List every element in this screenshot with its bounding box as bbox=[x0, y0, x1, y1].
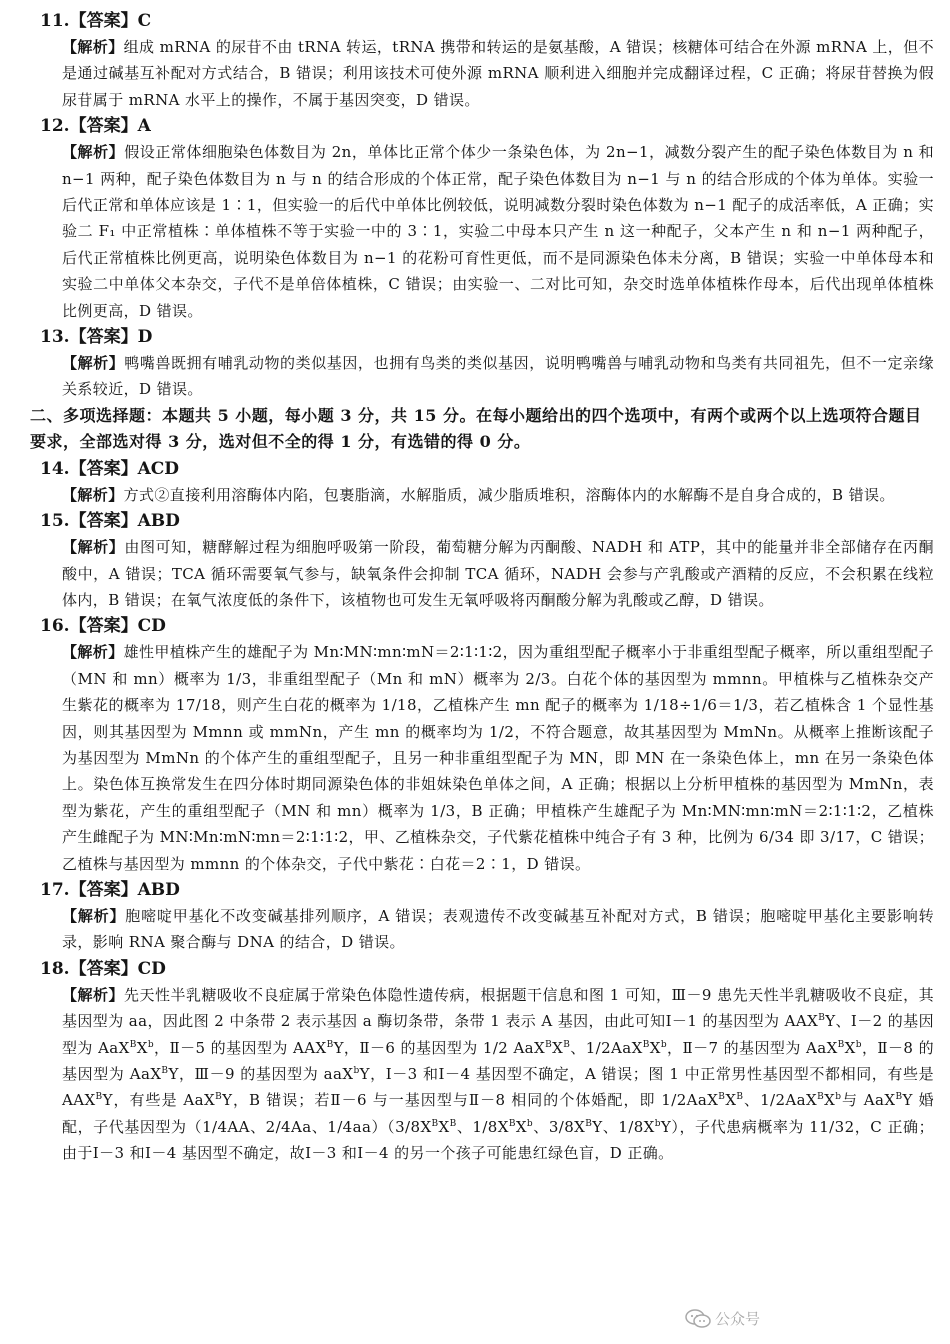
section-heading-multiple-choice: 二、多项选择题：本题共 5 小题，每小题 3 分，共 15 分。在每小题给出的四个选项中，有两个或两个以上选项符合题目要求，全部选对得 3 分，选对但不全的得 1 分，有选错的得 0 分。 bbox=[30, 405, 922, 452]
text-run: Y），子代患病概率为 11/32，C 正确；由于Ⅰ－3 和Ⅰ－4 基因型不确定，故Ⅰ－3 和Ⅰ－4 的另一个孩子可能患红绿色盲，D 正确。 bbox=[62, 1117, 935, 1163]
superscript: b bbox=[147, 1039, 155, 1050]
text-run: 、1/2AaX bbox=[570, 1038, 643, 1057]
text-run: Y 婚配，子代基因型为（1/4AA、2/4Aa、1/4aa）（3/8X bbox=[62, 1091, 934, 1136]
superscript: b bbox=[526, 1118, 534, 1129]
superscript: B bbox=[895, 1092, 903, 1103]
explanation-text bbox=[62, 986, 934, 1162]
explanation-text: 假设正常体细胞染色体数目为 2n，单体比正常个体少一条染色体，为 2n−1，减数分裂产生的配子染色体数目为 n 和 n−1 两种，配子染色体数目为 n 与 n 的结合形成的个体正常，配子染色体数目为 n−1 与 n 的结合形成的个体为单体。实验一后代正常和单体应该是 1∶1，但实验一的后代中单体比例较低，说明减数分裂时染色体数为 n−1 配子的成活率低，A 正确；实验二 F₁ 中正常植株∶单体植株不等于实验一中的 3∶1，实验二中母本只产生 n 这一种配子，父本产生 n 和 n−1 两种配子，后代正常植株比例更高，说明染色体数目为 n−1 的花粉可育性更低，而不是同源染色体未分离，B 错误；实验一中单体母本和实验二中单体父本杂交，子代不是单倍体植株，C 错误；由实验一、二对比可知，杂交时选单体植株作母本，后代出现单体植株比例更高，D 错误。 bbox=[62, 143, 934, 320]
superscript: b bbox=[855, 1039, 862, 1050]
explanation-label: 【解析】 bbox=[62, 906, 126, 925]
explanation bbox=[40, 34, 934, 113]
explanation bbox=[40, 982, 934, 1167]
watermark-text: 公众号 bbox=[714, 1310, 760, 1328]
superscript: B bbox=[817, 1092, 825, 1103]
text-run: X bbox=[649, 1038, 661, 1057]
text-run: X bbox=[725, 1091, 737, 1110]
explanation bbox=[40, 139, 934, 324]
explanation-label: 【解析】 bbox=[62, 485, 124, 504]
text-run: X bbox=[844, 1038, 856, 1057]
question-15 bbox=[40, 508, 934, 613]
text-run: 先天性半乳糖吸收不良症属于常染色体隐性遗传病，根据题干信息和图 1 可知，Ⅲ－9 患先天性半乳糖吸收不良症，其基因型为 aa，因此图 2 中条带 2 表示基因 a 酶切条带，条带 1 表示 A 基因，由此可知Ⅰ－1 的基因型为 AAX bbox=[62, 985, 934, 1031]
explanation-text: 方式②直接利用溶酶体内陷，包裹脂滴，水解脂质，减少脂质堆积，溶酶体内的水解酶不是自身合成的，B 错误。 bbox=[123, 485, 895, 504]
superscript: B bbox=[95, 1092, 103, 1103]
explanation-text: 组成 mRNA 的尿苷不由 tRNA 转运，tRNA 携带和转运的是氨基酸，A 错误；核糖体可结合在外源 mRNA 上，但不是通过碱基互补配对方式结合，B 错误；利用该技术可使外源 mRNA 顺利进入细胞并完成翻译过程，C 正确；将尿苷替换为假尿苷属于 mRNA 水平上的操作，不属于基因突变，D 错误。 bbox=[62, 38, 934, 109]
explanation-label: 【解析】 bbox=[62, 985, 125, 1004]
explanation-label: 【解析】 bbox=[62, 354, 125, 373]
superscript: b bbox=[835, 1092, 842, 1103]
superscript: B bbox=[818, 1013, 826, 1024]
answer-line: 12.【答案】A bbox=[40, 116, 151, 137]
explanation-label: 【解析】 bbox=[62, 538, 125, 557]
text-run: Y、Ⅰ－2 的基因型为 AaX bbox=[62, 1012, 934, 1057]
superscript: b bbox=[660, 1039, 667, 1050]
explanation-label: 【解析】 bbox=[62, 38, 124, 56]
question-13 bbox=[40, 324, 934, 403]
superscript: b bbox=[654, 1118, 661, 1129]
text-run: 、1/8X bbox=[456, 1117, 509, 1136]
superscript: B bbox=[215, 1092, 223, 1103]
explanation bbox=[40, 482, 934, 508]
watermark bbox=[685, 1308, 760, 1329]
explanation bbox=[40, 639, 934, 877]
superscript: B bbox=[508, 1118, 516, 1129]
explanation-text: 由图可知，糖酵解过程为细胞呼吸第一阶段，葡萄糖分解为丙酮酸、NADH 和 ATP，其中的能量并非全部储存在丙酮酸中，A 错误；TCA 循环需要氧气参与，缺氧条件会抑制 TCA 循环，NADH 会参与产乳酸或产酒精的反应，不会积累在线粒体内，B 错误；在氧气浓度低的条件下，该植物也可发生无氧呼吸将丙酮酸分解为乳酸或乙醇，D 错误。 bbox=[62, 538, 935, 609]
text-run: X bbox=[515, 1117, 527, 1136]
explanation-text: 雄性甲植株产生的雄配子为 Mn∶MN∶mn∶mN＝2∶1∶1∶2，因为重组型配子概率小于非重组型配子概率，所以重组型配子（MN 和 mn）概率为 1/3，非重组型配子（Mn 和 mN）概率为 2/3。白花个体的基因型为 mmnn。甲植株与乙植株杂交产生紫花的概率为 17/18，则产生白花的概率为 1/18，乙植株产生 mn 配子的概率为 1/18÷1/6＝1/3，若乙植株含 1 个显性基因，则其基因型为 Mmnn 或 mmNn，产生 mn 的概率均为 1/2，不符合题意，故其基因型为 MmNn。从概率上推断该配子为基因型为 MmNn 的个体产生的重组型配子，且另一种非重组型配子为 MN，即 MN 在一条染色体上，mn 在另一条染色体上。染色体互换常发生在四分体时期同源染色体的非姐妹染色单体之间，A 正确；根据以上分析甲植株的基因型为 MmNn，表型为紫花，产生的重组型配子（MN 和 mn）概率为 1/3，B 正确；甲植株产生雄配子为 Mn∶MN∶mn∶mN＝2∶1∶1∶2，乙植株产生雌配子为 MN∶Mn∶mN∶mn＝2∶1∶1∶2，甲、乙植株杂交，子代紫花植株中纯合子有 3 种，比例为 6/34 即 3/17，C 错误；乙植株与基因型为 mmnn 的个体杂交，子代中紫花∶白花＝2∶1，D 错误。 bbox=[62, 643, 934, 873]
answer-line: 16.【答案】CD bbox=[40, 616, 166, 637]
text-run: X bbox=[824, 1091, 836, 1110]
superscript: B bbox=[326, 1039, 334, 1050]
answer-line: 11.【答案】C bbox=[40, 11, 152, 31]
text-run: Y，B 错误；若Ⅱ－6 与一基因型与Ⅱ－8 相同的个体婚配，即 1/2AaX bbox=[222, 1091, 719, 1110]
text-run: X bbox=[136, 1038, 148, 1057]
question-14 bbox=[40, 456, 934, 508]
superscript: B bbox=[563, 1039, 571, 1050]
question-16 bbox=[40, 613, 934, 877]
text-run: Y、1/8X bbox=[592, 1117, 655, 1136]
explanation bbox=[40, 534, 934, 613]
text-run: Y，Ⅱ－6 的基因型为 1/2 AaX bbox=[333, 1038, 546, 1057]
text-run: ，Ⅱ－7 的基因型为 AaX bbox=[666, 1038, 838, 1057]
explanation-label: 【解析】 bbox=[62, 143, 125, 162]
explanation-label: 【解析】 bbox=[62, 643, 124, 662]
question-12 bbox=[40, 113, 934, 324]
superscript: B bbox=[718, 1092, 726, 1103]
text-run: Y，Ⅰ－3 和Ⅰ－4 基因型不确定，A 错误；图 1 中正常男性基因型不都相同，有些是 AAX bbox=[62, 1065, 934, 1110]
superscript: B bbox=[736, 1092, 744, 1103]
text-run: 、1/2AaX bbox=[743, 1091, 818, 1110]
explanation bbox=[40, 350, 934, 403]
superscript: b bbox=[353, 1066, 360, 1076]
superscript: B bbox=[837, 1039, 845, 1050]
explanation-text: 胞嘧啶甲基化不改变碱基排列顺序，A 错误；表观遗传不改变碱基互补配对方式，B 错误；胞嘧啶甲基化主要影响转录，影响 RNA 聚合酶与 DNA 的结合，D 错误。 bbox=[62, 906, 934, 952]
answer-line: 18.【答案】CD bbox=[40, 958, 166, 979]
text-run: ，Ⅱ－8 的基因型为 AaX bbox=[62, 1038, 934, 1083]
superscript: B bbox=[449, 1118, 457, 1129]
superscript: B bbox=[642, 1039, 650, 1050]
text-run: 与 AaX bbox=[841, 1091, 896, 1110]
text-run: X bbox=[438, 1117, 450, 1136]
superscript: B bbox=[585, 1118, 593, 1129]
superscript: B bbox=[129, 1039, 137, 1050]
text-run: Y，有些是 AaX bbox=[102, 1091, 216, 1110]
text-run: ，Ⅱ－5 的基因型为 AAX bbox=[154, 1038, 327, 1057]
question-11 bbox=[40, 8, 934, 113]
explanation-text: 鸭嘴兽既拥有哺乳动物的类似基因，也拥有鸟类的类似基因，说明鸭嘴兽与哺乳动物和鸟类有共同祖先，但不一定亲缘关系较近，D 错误。 bbox=[62, 354, 934, 399]
text-run: 、3/8X bbox=[533, 1117, 586, 1136]
text-run: Y，Ⅲ－9 的基因型为 aaX bbox=[168, 1065, 354, 1083]
answer-line: 14.【答案】ACD bbox=[40, 458, 180, 479]
text-run: X bbox=[552, 1038, 564, 1057]
wechat-icon bbox=[685, 1309, 711, 1329]
question-18 bbox=[40, 956, 934, 1167]
answer-line: 15.【答案】ABD bbox=[40, 511, 180, 532]
superscript: B bbox=[545, 1039, 553, 1050]
superscript: B bbox=[161, 1066, 169, 1076]
answer-line: 13.【答案】D bbox=[40, 327, 153, 348]
superscript: B bbox=[431, 1118, 439, 1129]
answer-line: 17.【答案】ABD bbox=[40, 879, 180, 900]
explanation bbox=[40, 903, 934, 956]
question-17 bbox=[40, 877, 934, 956]
